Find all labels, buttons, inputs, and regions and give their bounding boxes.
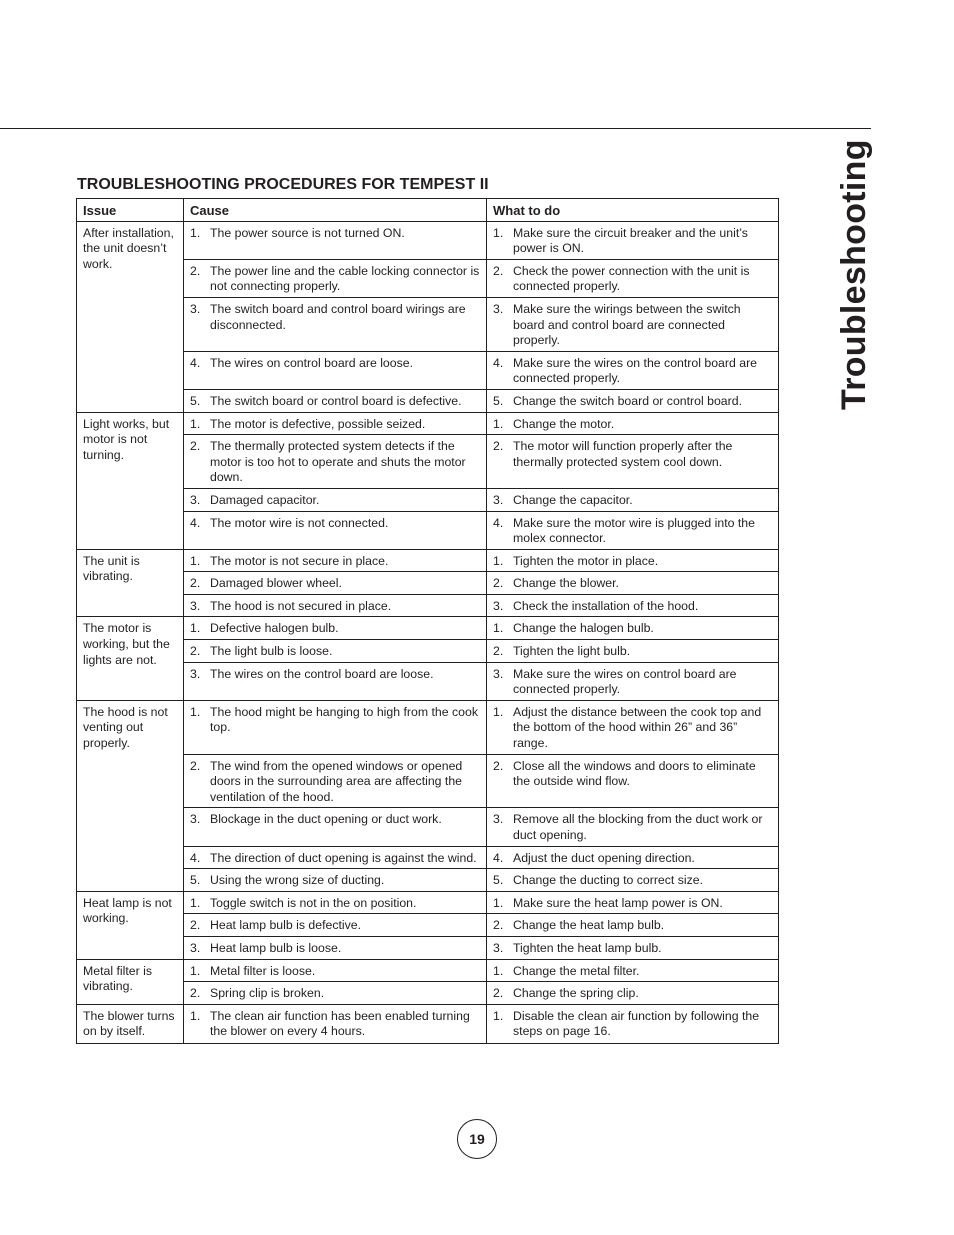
- item-number: 3.: [190, 812, 201, 827]
- item-number: 4.: [493, 515, 504, 530]
- what-to-do-text: Adjust the distance between the cook top and the bottom of the hood within 26” and 36” range.: [513, 704, 762, 751]
- item-number: 1.: [190, 416, 201, 431]
- item-number: 1.: [493, 963, 504, 978]
- item-number: 5.: [493, 873, 504, 888]
- what-to-do-text: The motor will function properly after the thermally protected system cool down.: [513, 439, 733, 469]
- cause-cell: [184, 1004, 487, 1043]
- numbered-item: [190, 644, 481, 660]
- cause-cell: [184, 389, 487, 412]
- what-to-do-cell: [487, 549, 779, 572]
- cause-text: Spring clip is broken.: [210, 986, 325, 1001]
- item-number: 2.: [190, 986, 201, 1001]
- numbered-item: [493, 356, 773, 387]
- item-number: 1.: [493, 621, 504, 636]
- issue-cell: The unit is vibrating.: [77, 549, 184, 617]
- numbered-item: [493, 417, 773, 433]
- cause-text: The switch board or control board is defective.: [210, 393, 462, 408]
- what-to-do-cell: [487, 754, 779, 808]
- cause-cell: [184, 640, 487, 663]
- what-to-do-cell: [487, 936, 779, 959]
- troubleshooting-table: [76, 198, 779, 1044]
- what-to-do-cell: [487, 351, 779, 389]
- item-number: 3.: [493, 666, 504, 681]
- item-number: 2.: [493, 644, 504, 659]
- item-number: 4.: [493, 850, 504, 865]
- cause-cell: [184, 351, 487, 389]
- cause-text: Heat lamp bulb is defective.: [210, 918, 362, 933]
- item-number: 2.: [493, 986, 504, 1001]
- what-to-do-text: Adjust the duct opening direction.: [513, 850, 695, 865]
- what-to-do-cell: [487, 959, 779, 982]
- what-to-do-text: Make sure the motor wire is plugged into the molex connector.: [513, 515, 755, 546]
- what-to-do-text: Make sure the wirings between the switch board and control board are connected properly.: [513, 301, 741, 348]
- what-to-do-cell: [487, 914, 779, 937]
- table-body: [77, 221, 779, 1043]
- what-to-do-text: Change the ducting to correct size.: [513, 873, 704, 888]
- what-to-do-text: Make sure the circuit breaker and the unit’s power is ON.: [513, 225, 748, 256]
- what-to-do-cell: [487, 700, 779, 754]
- cause-text: Using the wrong size of ducting.: [210, 873, 385, 888]
- cause-cell: [184, 549, 487, 572]
- numbered-item: [493, 621, 773, 637]
- item-number: 2.: [493, 758, 504, 773]
- cause-text: The motor is defective, possible seized.: [210, 416, 426, 431]
- item-number: 3.: [493, 598, 504, 613]
- numbered-item: [190, 439, 481, 486]
- what-to-do-cell: [487, 869, 779, 892]
- what-to-do-text: Change the spring clip.: [513, 986, 639, 1001]
- numbered-item: [190, 705, 481, 736]
- what-to-do-text: Remove all the blocking from the duct work or duct opening.: [513, 812, 763, 842]
- numbered-item: [190, 1009, 481, 1040]
- cause-cell: [184, 412, 487, 435]
- table-row: [77, 549, 779, 572]
- what-to-do-text: Tighten the light bulb.: [513, 644, 631, 659]
- item-number: 5.: [190, 873, 201, 888]
- what-to-do-text: Make sure the wires on the control board are connected properly.: [513, 355, 758, 386]
- cause-text: The hood might be hanging to high from the cook top.: [210, 704, 478, 735]
- what-to-do-text: Change the metal filter.: [513, 963, 640, 978]
- cause-text: Defective halogen bulb.: [210, 621, 339, 636]
- numbered-item: [493, 599, 773, 615]
- numbered-item: [493, 964, 773, 980]
- numbered-item: [493, 644, 773, 660]
- cause-text: Toggle switch is not in the on position.: [210, 895, 417, 910]
- cause-text: Metal filter is loose.: [210, 963, 316, 978]
- item-number: 5.: [493, 393, 504, 408]
- what-to-do-cell: [487, 488, 779, 511]
- numbered-item: [190, 493, 481, 509]
- issue-cell: Light works, but motor is not turning.: [77, 412, 184, 549]
- what-to-do-cell: [487, 221, 779, 259]
- table-row: [77, 617, 779, 640]
- header-issue: Issue: [77, 199, 184, 222]
- numbered-item: [493, 667, 773, 698]
- item-number: 3.: [493, 812, 504, 827]
- cause-text: The switch board and control board wirings are disconnected.: [210, 301, 466, 332]
- cause-cell: [184, 435, 487, 489]
- table-row: [77, 1004, 779, 1043]
- cause-text: Damaged blower wheel.: [210, 576, 342, 591]
- cause-cell: [184, 221, 487, 259]
- cause-cell: [184, 700, 487, 754]
- cause-cell: [184, 572, 487, 595]
- numbered-item: [493, 302, 773, 349]
- what-to-do-cell: [487, 640, 779, 663]
- issue-cell: The blower turns on by itself.: [77, 1004, 184, 1043]
- numbered-item: [493, 986, 773, 1002]
- table-row: [77, 700, 779, 754]
- item-number: 1.: [190, 225, 201, 240]
- numbered-item: [493, 896, 773, 912]
- what-to-do-cell: [487, 259, 779, 297]
- item-number: 4.: [190, 515, 201, 530]
- cause-text: The hood is not secured in place.: [210, 598, 392, 613]
- cause-text: The wires on control board are loose.: [210, 355, 414, 370]
- numbered-item: [190, 516, 481, 532]
- item-number: 2.: [493, 576, 504, 591]
- numbered-item: [190, 964, 481, 980]
- item-number: 1.: [190, 704, 201, 719]
- item-number: 3.: [493, 492, 504, 507]
- cause-text: The light bulb is loose.: [210, 644, 333, 659]
- numbered-item: [190, 356, 481, 372]
- what-to-do-cell: [487, 846, 779, 869]
- numbered-item: [493, 851, 773, 867]
- item-number: 4.: [190, 355, 201, 370]
- numbered-item: [190, 226, 481, 242]
- issue-cell: Metal filter is vibrating.: [77, 959, 184, 1004]
- numbered-item: [190, 417, 481, 433]
- what-to-do-cell: [487, 982, 779, 1005]
- what-to-do-text: Check the installation of the hood.: [513, 598, 699, 613]
- section-title: TROUBLESHOOTING PROCEDURES FOR TEMPEST II: [77, 176, 489, 193]
- numbered-item: [493, 576, 773, 592]
- numbered-item: [190, 918, 481, 934]
- numbered-item: [190, 621, 481, 637]
- what-to-do-cell: [487, 808, 779, 846]
- what-to-do-text: Check the power connection with the unit is connected properly.: [513, 263, 750, 294]
- cause-cell: [184, 891, 487, 914]
- issue-cell: The hood is not venting out properly.: [77, 700, 184, 891]
- cause-cell: [184, 662, 487, 700]
- numbered-item: [190, 576, 481, 592]
- cause-text: The wind from the opened windows or opened doors in the surrounding area are affecting the ventilation of the hood.: [210, 758, 463, 804]
- numbered-item: [493, 941, 773, 957]
- what-to-do-cell: [487, 891, 779, 914]
- item-number: 1.: [493, 416, 504, 431]
- header-rule: [0, 128, 871, 129]
- numbered-item: [190, 812, 481, 828]
- numbered-item: [493, 493, 773, 509]
- item-number: 1.: [493, 895, 504, 910]
- numbered-item: [190, 554, 481, 570]
- item-number: 3.: [493, 301, 504, 316]
- cause-cell: [184, 959, 487, 982]
- cause-text: Heat lamp bulb is loose.: [210, 940, 342, 955]
- numbered-item: [190, 759, 481, 806]
- cause-cell: [184, 488, 487, 511]
- cause-cell: [184, 511, 487, 549]
- cause-cell: [184, 259, 487, 297]
- cause-text: The thermally protected system detects if the motor is too hot to operate and shuts the motor down.: [210, 439, 466, 485]
- table-row: [77, 891, 779, 914]
- cause-cell: [184, 846, 487, 869]
- what-to-do-cell: [487, 389, 779, 412]
- numbered-item: [493, 554, 773, 570]
- issue-cell: Heat lamp is not working.: [77, 891, 184, 959]
- cause-text: The motor is not secure in place.: [210, 553, 389, 568]
- numbered-item: [190, 851, 481, 867]
- cause-cell: [184, 982, 487, 1005]
- item-number: 4.: [190, 850, 201, 865]
- what-to-do-cell: [487, 617, 779, 640]
- item-number: 3.: [190, 666, 201, 681]
- item-number: 1.: [493, 553, 504, 568]
- what-to-do-cell: [487, 594, 779, 617]
- what-to-do-text: Change the blower.: [513, 576, 619, 591]
- numbered-item: [190, 667, 481, 683]
- table-row: [77, 412, 779, 435]
- table-row: [77, 221, 779, 259]
- item-number: 1.: [190, 963, 201, 978]
- cause-cell: [184, 914, 487, 937]
- item-number: 2.: [493, 439, 504, 454]
- cause-cell: [184, 869, 487, 892]
- item-number: 1.: [493, 1008, 504, 1023]
- numbered-item: [493, 516, 773, 547]
- numbered-item: [190, 302, 481, 333]
- what-to-do-text: Change the motor.: [513, 416, 615, 431]
- item-number: 2.: [190, 644, 201, 659]
- what-to-do-cell: [487, 412, 779, 435]
- header-what-to-do: What to do: [487, 199, 779, 222]
- item-number: 2.: [190, 439, 201, 454]
- cause-cell: [184, 594, 487, 617]
- numbered-item: [493, 705, 773, 752]
- side-section-title: Troubleshooting: [835, 139, 873, 410]
- what-to-do-text: Tighten the motor in place.: [513, 553, 659, 568]
- item-number: 1.: [190, 553, 201, 568]
- numbered-item: [190, 264, 481, 295]
- numbered-item: [493, 873, 773, 889]
- item-number: 2.: [190, 918, 201, 933]
- what-to-do-cell: [487, 297, 779, 351]
- item-number: 4.: [493, 355, 504, 370]
- item-number: 1.: [190, 621, 201, 636]
- cause-text: The wires on the control board are loose.: [210, 666, 434, 681]
- cause-text: The clean air function has been enabled turning the blower on every 4 hours.: [210, 1008, 470, 1039]
- table-header-row: [77, 199, 779, 222]
- issue-cell: The motor is working, but the lights are not.: [77, 617, 184, 700]
- what-to-do-cell: [487, 435, 779, 489]
- cause-cell: [184, 936, 487, 959]
- what-to-do-cell: [487, 662, 779, 700]
- what-to-do-text: Change the switch board or control board.: [513, 393, 742, 408]
- numbered-item: [190, 394, 481, 410]
- what-to-do-text: Make sure the heat lamp power is ON.: [513, 895, 723, 910]
- numbered-item: [493, 1009, 773, 1040]
- item-number: 3.: [190, 301, 201, 316]
- numbered-item: [493, 226, 773, 257]
- page-number: 19: [457, 1119, 497, 1159]
- cause-cell: [184, 617, 487, 640]
- cause-text: The power line and the cable locking connector is not connecting properly.: [210, 263, 480, 294]
- numbered-item: [493, 439, 773, 470]
- numbered-item: [190, 896, 481, 912]
- what-to-do-text: Change the capacitor.: [513, 492, 633, 507]
- numbered-item: [493, 759, 773, 790]
- numbered-item: [190, 986, 481, 1002]
- what-to-do-cell: [487, 511, 779, 549]
- item-number: 2.: [493, 263, 504, 278]
- what-to-do-text: Change the halogen bulb.: [513, 621, 654, 636]
- cause-text: Blockage in the duct opening or duct work.: [210, 812, 442, 827]
- cause-text: The motor wire is not connected.: [210, 515, 389, 530]
- item-number: 2.: [190, 758, 201, 773]
- cause-text: Damaged capacitor.: [210, 492, 320, 507]
- numbered-item: [190, 873, 481, 889]
- item-number: 3.: [493, 940, 504, 955]
- what-to-do-cell: [487, 1004, 779, 1043]
- item-number: 5.: [190, 393, 201, 408]
- what-to-do-text: Disable the clean air function by following the steps on page 16.: [513, 1008, 760, 1039]
- item-number: 1.: [493, 225, 504, 240]
- what-to-do-text: Tighten the heat lamp bulb.: [513, 940, 662, 955]
- numbered-item: [493, 812, 773, 843]
- item-number: 2.: [190, 263, 201, 278]
- item-number: 3.: [190, 940, 201, 955]
- numbered-item: [493, 394, 773, 410]
- table-row: [77, 959, 779, 982]
- issue-cell: After installation, the unit doesn’t work.: [77, 221, 184, 412]
- item-number: 2.: [190, 576, 201, 591]
- what-to-do-text: Close all the windows and doors to eliminate the outside wind flow.: [513, 758, 756, 789]
- cause-cell: [184, 297, 487, 351]
- item-number: 1.: [190, 895, 201, 910]
- cause-cell: [184, 754, 487, 808]
- header-cause: Cause: [184, 199, 487, 222]
- what-to-do-text: Change the heat lamp bulb.: [513, 918, 665, 933]
- cause-text: The power source is not turned ON.: [210, 225, 405, 240]
- item-number: 2.: [493, 918, 504, 933]
- what-to-do-text: Make sure the wires on control board are connected properly.: [513, 666, 737, 697]
- what-to-do-cell: [487, 572, 779, 595]
- item-number: 1.: [493, 704, 504, 719]
- item-number: 1.: [190, 1008, 201, 1023]
- cause-cell: [184, 808, 487, 846]
- numbered-item: [493, 918, 773, 934]
- item-number: 3.: [190, 598, 201, 613]
- numbered-item: [493, 264, 773, 295]
- item-number: 3.: [190, 492, 201, 507]
- numbered-item: [190, 941, 481, 957]
- numbered-item: [190, 599, 481, 615]
- cause-text: The direction of duct opening is against the wind.: [210, 850, 477, 865]
